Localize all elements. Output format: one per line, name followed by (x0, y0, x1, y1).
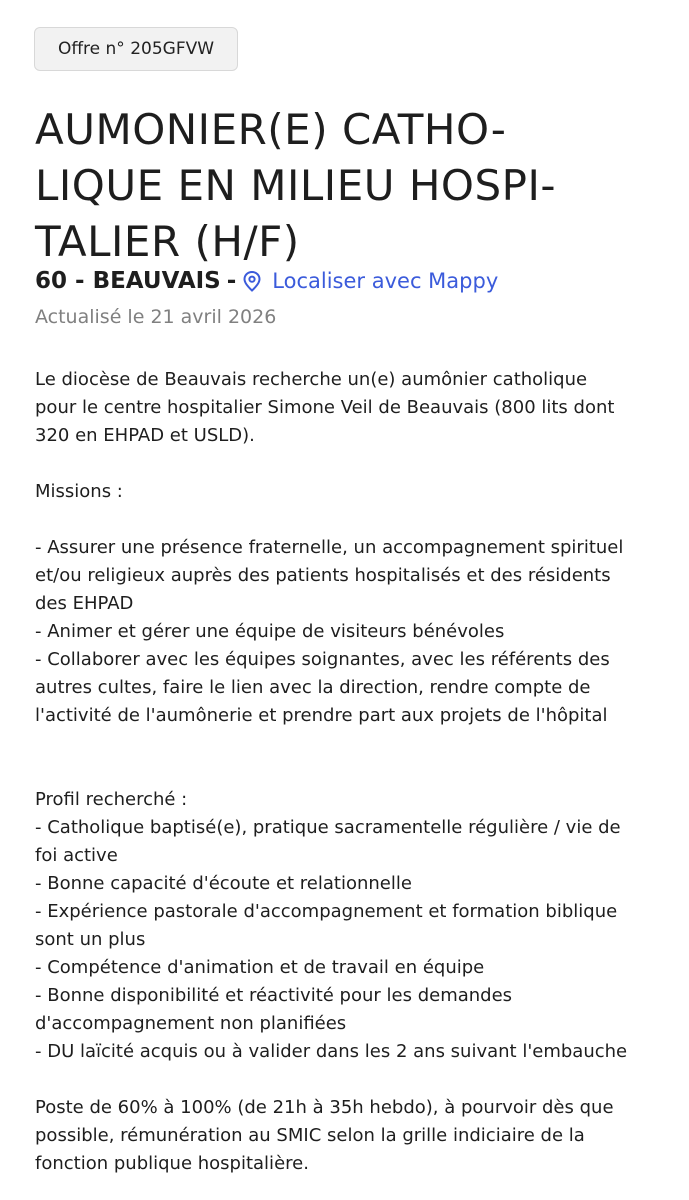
conditions-line: fonction publique hospitalière. (35, 1153, 309, 1174)
mission-line: l'activité de l'aumônerie et prendre part aux projets de l'hôpital (35, 705, 608, 726)
job-description (35, 366, 665, 1178)
location-separator: - (226, 268, 237, 294)
profile-line: d'accompagnement non planifiées (35, 1013, 347, 1034)
conditions-line: possible, rémunération au SMIC selon la grille indiciaire de la (35, 1125, 585, 1146)
profile-line: - Bonne capacité d'écoute et relationnelle (35, 873, 412, 894)
locate-with-mappy-link[interactable]: Localiser avec Mappy (272, 269, 499, 293)
profile-line: - Expérience pastorale d'accompagnement et formation biblique (35, 901, 618, 922)
job-title-line: LIQUE EN MILIEU HOSPI- (35, 161, 556, 210)
mission-line: - Collaborer avec les équipes soignantes, avec les référents des (35, 649, 610, 670)
description-line: pour le centre hospitalier Simone Veil de Beauvais (800 lits dont (35, 397, 615, 418)
mission-line: des EHPAD (35, 593, 134, 614)
profile-line: - Catholique baptisé(e), pratique sacramentelle régulière / vie de (35, 817, 621, 838)
mission-line: - Animer et gérer une équipe de visiteurs bénévoles (35, 621, 505, 642)
profile-line: - DU laïcité acquis ou à valider dans les 2 ans suivant l'embauche (35, 1041, 628, 1062)
profile-line: foi active (35, 845, 118, 866)
profile-line: - Bonne disponibilité et réactivité pour les demandes (35, 985, 513, 1006)
offer-number-badge: Offre n° 205GFVW (34, 27, 238, 71)
map-pin-icon[interactable] (242, 270, 262, 292)
missions-heading: Missions : (35, 481, 123, 502)
mission-line: autres cultes, faire le lien avec la direction, rendre compte de (35, 677, 591, 698)
mission-line: - Assurer une présence fraternelle, un accompagnement spirituel (35, 537, 624, 558)
profile-heading: Profil recherché : (35, 789, 188, 810)
update-date: Actualisé le 21 avril 2026 (35, 306, 277, 328)
mission-line: et/ou religieux auprès des patients hospitalisés et des résidents (35, 565, 611, 586)
profile-line: - Compétence d'animation et de travail en équipe (35, 957, 485, 978)
job-location (35, 264, 498, 298)
job-title-line: AUMONIER(E) CATHO- (35, 105, 507, 154)
description-line: Le diocèse de Beauvais recherche un(e) aumônier catholique (35, 369, 588, 390)
job-title-line: TALIER (H/F) (35, 217, 300, 266)
location-city: 60 - BEAUVAIS (35, 268, 221, 294)
conditions-line: Poste de 60% à 100% (de 21h à 35h hebdo), à pourvoir dès que (35, 1097, 614, 1118)
job-title (35, 102, 665, 270)
profile-line: sont un plus (35, 929, 146, 950)
description-line: 320 en EHPAD et USLD). (35, 425, 255, 446)
